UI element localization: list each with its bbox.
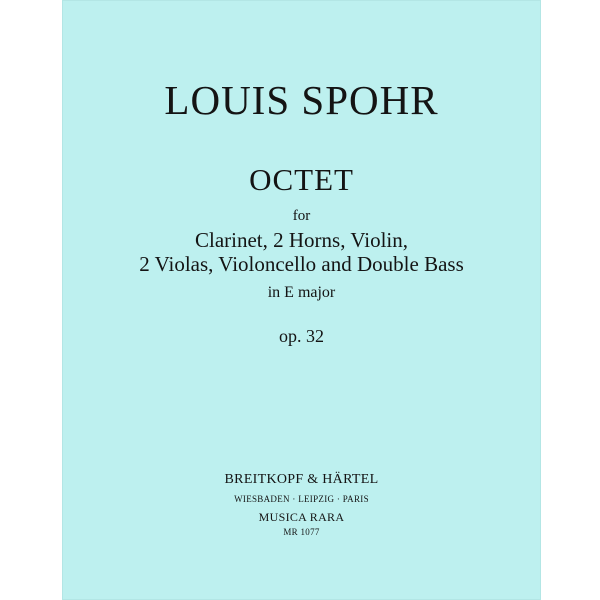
key-signature: in E major <box>267 284 336 301</box>
work-title: OCTET <box>249 162 354 197</box>
opus-number: op. 32 <box>279 326 324 346</box>
instrumentation-line-2: 2 Violas, Violoncello and Double Bass <box>139 252 464 276</box>
for-label: for <box>292 208 311 224</box>
publisher-cities: WIESBADEN · LEIPZIG · PARIS <box>234 494 369 504</box>
publisher-name: BREITKOPF & HÄRTEL <box>224 472 379 487</box>
catalog-number: MR 1077 <box>283 527 320 537</box>
score-cover <box>62 0 541 600</box>
instrumentation-line-1: Clarinet, 2 Horns, Violin, <box>194 228 408 252</box>
copublisher-name: MUSICA RARA <box>258 510 345 524</box>
composer-name: LOUIS SPOHR <box>164 77 439 123</box>
